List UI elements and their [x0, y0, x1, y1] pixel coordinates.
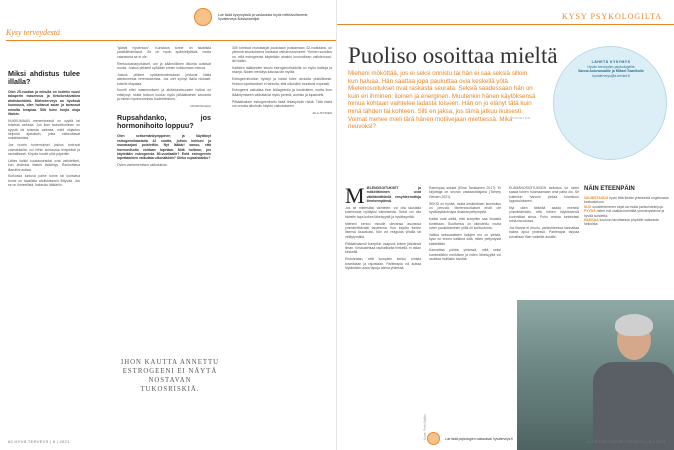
ask-question-line: Hyvän terveyden psykologeille — [587, 64, 635, 69]
answer-paragraph: ”global hysterious”. Kuristava tunne on tavallista paniikkihäiriössä. Se on hyvin epämiellyttävä, mutta vaaratonta se ei ole. — [117, 46, 211, 59]
article-paragraph: Kaikki ovat sieltä, että kumpikin saa ilmaista tunteitaan. Suuttumus on oikeutettu, mutta ovien paukuttaminen yöllä on kohtuutonta. — [429, 217, 501, 231]
sidebar-item-text: suosittelemmen kirjat ka muita parisuhdekirjoja. — [592, 204, 664, 209]
author-signature: MICROSOHAA — [190, 104, 211, 109]
question-lead: Olen 25-vuotias ja minulla on todettu vuosi takaperin masennus ja tieto/keskivaikea ahdistushäiriö. Mielenterveys on hyvässä kunnossa, olen hoitanut asian ja tavannut minulta terapiaa. Silti tulee kurjia oloja iltaisin. — [8, 90, 80, 117]
right-column-3 — [509, 186, 579, 242]
article-paragraph: ELÄMÄNOSIOITUKSEN tarkoitus on usein saada toinen huomaamaan oma paha olo. Se kuitenkin harvoin johtaa toivottuun lopputulokseen. — [509, 186, 579, 204]
read-more-badge-icon — [427, 432, 440, 445]
article-paragraph: Mieheni kertoo minulle olevansa asuntosa ymmärrettävästi tarpeensa. Kun torjuttu tuntee itsensä loukatuksi, hän voi reagoida vihalla tai vetäytymällä. — [345, 221, 421, 239]
ask-question-box[interactable] — [553, 46, 669, 130]
right-column-1 — [345, 183, 421, 273]
article-lead: IELENOSOITUKSET ja mököttäminen ovat väkitämättömiä ensyhteenottoja ilmeisempänsä. — [366, 186, 421, 204]
answer-paragraph: Pitkäaikainen estrogeenihoito lisää rintasyövän riskiä. Tätä riskiä voi verrata alkoholin käytön vaikutukseen. — [232, 99, 332, 109]
photo-caption: Kuva: Petri Mylläri — [423, 414, 427, 440]
author-signature: AILA TIITINEN — [312, 110, 332, 115]
photo-person-body — [593, 362, 674, 450]
sidebar-item-text: miten voit osaltasi kehittää ymmärrystänne ja hyvää suhdetta. — [584, 209, 665, 218]
answer-paragraph: Kurkussa tuntuva paine tunne tai kuristava tunne on tavallista ahdistukseen liittyvää. Jos se on ihmeellistä, hakeudu lääkäriin. — [8, 174, 80, 188]
article-paragraph: SEKSI on hyvää, mutta keskinäinen kunnioitus on perusta. Mielenosoitukset eivät ole hyväksyttävä tapa ilmaista pettymystä. — [429, 201, 501, 215]
article-paragraph: Pitkäaikaisesti kumpikin osapuoli kokee jäävänsä ilman. Keskustelkaa rauhallisella hetkellä, ei riidan keskellä. — [345, 241, 421, 255]
article-paragraph: Nyt ollen tärkeää saada miehesi ymmärtämään, että hänen käytöksensä kuormittaa sinua. Puhu omista tunteistasi minä-muodossa. — [509, 206, 579, 224]
photo-person — [587, 310, 674, 450]
sidebar-title: NÄIN ETEENPÄIN — [584, 186, 635, 192]
page-footer-right: A-LEHDET HYVÄ TERVEYS | 8 | 2021 — [587, 439, 666, 444]
left-column-2 — [117, 46, 211, 170]
photo-credit: YOHHTOS — [512, 116, 531, 120]
section-rule — [337, 24, 674, 25]
sidebar-item-keyword: PYYDÄ — [584, 209, 596, 214]
psychologist-names: Sanna Aukeamaalle ja Mikael Saarikolle — [578, 69, 644, 74]
sidebar-body — [584, 196, 670, 227]
right-page — [337, 0, 674, 450]
question-lead: Olen seitsemänkymppinen ja käyttänyt estrogeenilaastaria 42 vuotta, jolloin kohtuni ja munasarjani poistettiin. Nyt lääkäri sanoo, että hormonihoito voidaan lopettaa. Mitä hoitoon, jos käytetään estrogeenia 80-vuotiaalle? Entä estrogeenin lopettaminen vaikuttaa ulkonäköön? Oleko rupsahdanko? — [117, 134, 211, 161]
answer-paragraph: Rentoutusharjoitukset, uni ja säännöllinen liikunta auttavat monia. Joskus pilkkeet syödään ennen nukkumaan menoa. — [117, 61, 211, 71]
article-paragraph: Kannattaa pohtia yhdessä, mitä seksi kummallekin merkitsee ja miten läheisyyttä voi osoittaa muillakin tavoilla. — [429, 248, 501, 262]
article-paragraph: Jos tilanne ei muutu, parisuhteessa kannattaa hakea apua yhdessä. Pariterapia tarjoaa turvallisen tilan vaikeille asioille. — [509, 226, 579, 239]
section-label-kysy-psykologilta: KYSY PSYKOLOGILTA — [562, 12, 662, 21]
right-column-2 — [429, 186, 501, 264]
ask-question-text — [575, 60, 647, 78]
article-headline: Puoliso osoittaa mieltä — [348, 43, 558, 68]
question-heading-ahdistus: Miksi ahdistus tulee illalla? — [8, 69, 80, 86]
read-more-text: Lue lisää psykologien vastauksia: hyvaterveys.fi — [445, 436, 513, 441]
answer-paragraph: Ovien vanhenemisen vaikutuksia. — [117, 163, 168, 168]
article-paragraph: Ehdotetaan, että kumpikin kertoo omista toiveistaan ja rajoistaan. Pariterapia voi auttaa löytämään uusia tapoja toimia yhdessä. — [345, 257, 421, 271]
sidebar-item-keyword: SUO — [584, 204, 592, 209]
pull-quote — [120, 358, 220, 394]
answer-paragraph: Joskus pillkeet syödäntuntemukset johtuvat illalla alentuneesta verensokerista. Jos olet syönyt illalla niukasti, kokeile iltapalaa. — [117, 72, 211, 86]
answer-paragraph: Estrogeenihoidon hyödyt ja haitat tulee arvioida yksilöllisesti. Hoidon lopettaminen ei tarkoita, että ulkonäkö muuttuisi nopeasti. — [232, 77, 332, 86]
left-column-3 — [232, 46, 332, 118]
sidebar-item — [584, 196, 670, 205]
ask-question-email[interactable]: hyvaterveys@a-lehdet.fi — [592, 73, 630, 78]
answer-paragraph: Lähes kaikki kuukausiraidat ovat vaihdelleet, kun ahdistus iltaisin lisääntyy. Rauhoittava iltarutiini auttaa. — [8, 158, 80, 172]
answer-paragraph: 305 toimivat munasarjat joudutaan poistamaan 42-vuotiaana, on yleensä seurauksena hankalat vaihdevuosioireet. Yleinen suositus on, että estrogeenia käytetään ainakin luonnollisen vaihdevuosi-iän ikään. — [232, 46, 332, 64]
article-paragraph: Jos se mielestäsi vaihtelee, voi olla taustalla kokemusta hylätyksi tulemisesta. Seksi voi olla hänelle tapa kokea läheisyyttä ja hyväksyntää. — [345, 206, 421, 219]
article-intro: Mieheni mököttää, jos ei seksi onnistu tai hän ei saa seksiä silloin kun haluaa. Hän saattaa jopa paukuttaa ovia keskellä yötä. Mielenosoitukset ovat raskasta seurata. Seksiä saadessaan hän on kuin eri ihminen: iloinen ja energinen. Muutenkin hänen käytöksensä minua kohtaan vaihtelee ladasta toiseen. Hän on jo elänyt tätä kuin minä tähden tai kohteen. Silti en jaksa, jos tämä jatkuu ikuisesti. Voimat menee mieli tärä hänen motiivejaan miettiessä. Mikä neuvoksi? — [348, 70, 536, 131]
answer-paragraph: Kaikkien lääkkeiden tavoin estrogeenihoidolla on myös haittoja ja riskejä. Niiden merkitys kasvaa iän myötä. — [232, 66, 332, 75]
sidebar-item-text: kouluun tarvittaessa pöydälle vaikeasta heikoista. — [584, 218, 659, 227]
sidebar-item — [584, 209, 670, 218]
pull-quote-text: IHON KAUTTA ANNETTU ESTROGEENI EI NÄYTÄ NOSTAVAN TUKOSRISKIÄ. — [120, 359, 220, 393]
web-tip-badge-icon — [194, 8, 212, 26]
page-footer-left: 60 HYVÄ TERVEYS | 8 | 2021 — [8, 439, 70, 444]
answer-paragraph: Jos nuorin tuntemukset joskus tuntuvat voimakkailta, voi niihin suhtautua lempeästi ja rauhallisesti. Kirjoita huolet ylös paperille. — [8, 143, 80, 157]
portrait-photo — [517, 300, 674, 450]
answer-paragraph: NUKKUMAAN menemisessä on syyttä tai toisesta vaikeaa. Jos illan rauhoittuminen on syystä tai toisesta vaikeaa, mieli ohjautuu helposti ajatuksiin, jotka vaikeuttavat nukahtamista. — [8, 118, 80, 141]
web-tip-text: Lue lisää kysymyksiä ja vastauksia myös nettisivuiltamme, hyvaterveys.fi/asiantuntijat — [218, 12, 309, 21]
section-label-kysy-terveydesta: Kysy terveydestä — [6, 28, 60, 37]
section-rule — [6, 40, 336, 41]
left-column-1 — [8, 70, 80, 190]
sidebar-item-keyword: HAKKAA — [584, 218, 599, 223]
answer-paragraph: Estrogeeni vaikuttaa ihon kollageeniin ja kosteuteen, mutta ihon ikääntymiseen vaikuttavat myös perimä, aurinko ja tupakointi. — [232, 88, 332, 97]
sidebar-item-keyword: VALMISTAUDU — [584, 196, 609, 200]
sidebar-item — [584, 218, 670, 227]
ask-question-label: LÄHETÄ KYSYMYS — [591, 60, 631, 64]
drop-cap: M — [345, 183, 365, 208]
read-more-link[interactable] — [427, 432, 515, 445]
sidebar-nain-eteenpain — [584, 186, 670, 227]
article-paragraph: Rammpaa seksiä (Elina Tanskanen 2017). Ei kirjoittaja on seuran vastaanottajana (Tommy Helsten 2021). — [429, 186, 501, 199]
photo-person-hair — [615, 314, 653, 336]
answer-paragraph: Kuoriit ettei masennuksen ja ahdistuneisuuden hoitoa on edistynyt, mutta hoitoon kuuluu myös pitkäaikainen seuranta ja mielen hyvinvoinnista huolehtiminen. — [117, 88, 211, 102]
sidebar-item-text: hyvin tätä tiedän yhteisestä ongelmasta keskusteluun. — [584, 196, 669, 205]
article-paragraph: Vaikka seksuaalisten halujen ero on yleistä, kyse on ennen kaikkea siitä, miten pettymystä käsitellään. — [429, 232, 501, 246]
question-heading-hormonihoito: Rupsahdanko, jos hormonihoito loppuu? — [117, 113, 211, 131]
web-tip[interactable] — [194, 8, 336, 26]
